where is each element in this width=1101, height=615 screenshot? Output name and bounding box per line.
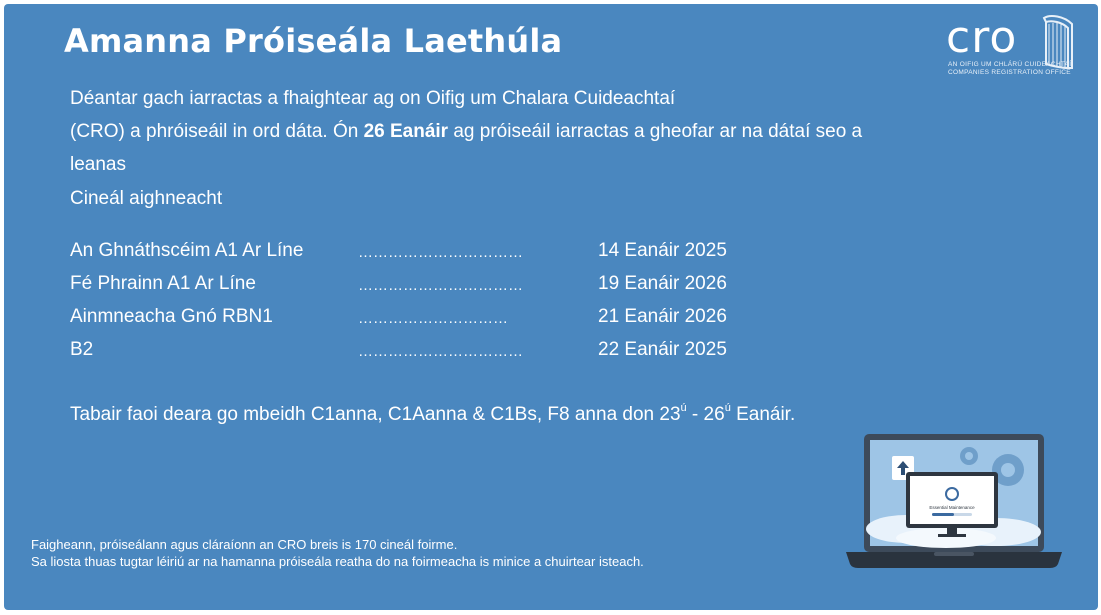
maintenance-label: Essential Maintenance (929, 505, 975, 510)
intro-line-2 (70, 115, 970, 148)
submission-type-heading: Cineál aighneacht (70, 188, 223, 209)
processing-date: 22 Eanáir 2025 (598, 339, 727, 360)
intro-line-2-end: ag próiseáil iarractas a gheofar ar na dátaí seo a (448, 121, 863, 142)
intro-line-1: Déantar gach iarractas a fhaightear ag on Oifig um Chalara Cuideachtaí (70, 88, 676, 109)
leader-dots: ………………………… (358, 310, 508, 327)
footer-line-1: Faigheann, próiseálann agus cláraíonn an CRO breis is 170 cineál foirme. (31, 537, 458, 552)
note-ordinal-2: ú (724, 402, 731, 414)
note-text (70, 402, 795, 426)
logo-subtitle-irish: AN OIFIG UM CHLÁRÚ CUIDEACHTAÍ (948, 61, 1072, 68)
cro-logo (942, 14, 1082, 78)
harp-icon (1038, 14, 1078, 72)
leader-dots: …………………………… (358, 244, 523, 261)
logo-subtitle-english: COMPANIES REGISTRATION OFFICE (948, 69, 1071, 76)
leader-dots: …………………………… (358, 343, 523, 360)
footer-line-2: Sa liosta thuas tugtar léiriú ar na hamanna próiseála reatha do na foirmeacha is minice a chuirtear isteach. (31, 554, 644, 569)
intro-highlight-date: 26 Eanáir (363, 121, 449, 142)
laptop-illustration (846, 434, 1062, 574)
footer-note (31, 536, 644, 570)
intro-paragraph (70, 82, 970, 181)
logo-text: cro (946, 12, 1018, 63)
submission-type: B2 (70, 339, 94, 360)
note-suffix: Eanáir. (730, 404, 796, 425)
note-prefix: Tabair faoi deara go mbeidh C1anna, C1Aanna & C1Bs, F8 anna don 23 (70, 404, 681, 425)
note-mid: - 26 (686, 404, 725, 425)
intro-line-2-start: (CRO) a phróiseáil in ord dáta. Ón (70, 121, 364, 142)
submission-type: Ainmneacha Gnó RBN1 (70, 306, 273, 327)
submission-type: An Ghnáthscéim A1 Ar Líne (70, 240, 304, 261)
note-ordinal-1: ú (680, 402, 687, 414)
processing-date: 14 Eanáir 2025 (598, 240, 727, 261)
processing-date: 21 Eanáir 2026 (598, 306, 727, 327)
intro-line-3: leanas (70, 154, 126, 175)
page-title: Amanna Próiseála Laethúla (64, 22, 563, 60)
submission-type: Fé Phrainn A1 Ar Líne (70, 273, 256, 294)
processing-date: 19 Eanáir 2026 (598, 273, 727, 294)
leader-dots: …………………………… (358, 277, 523, 294)
